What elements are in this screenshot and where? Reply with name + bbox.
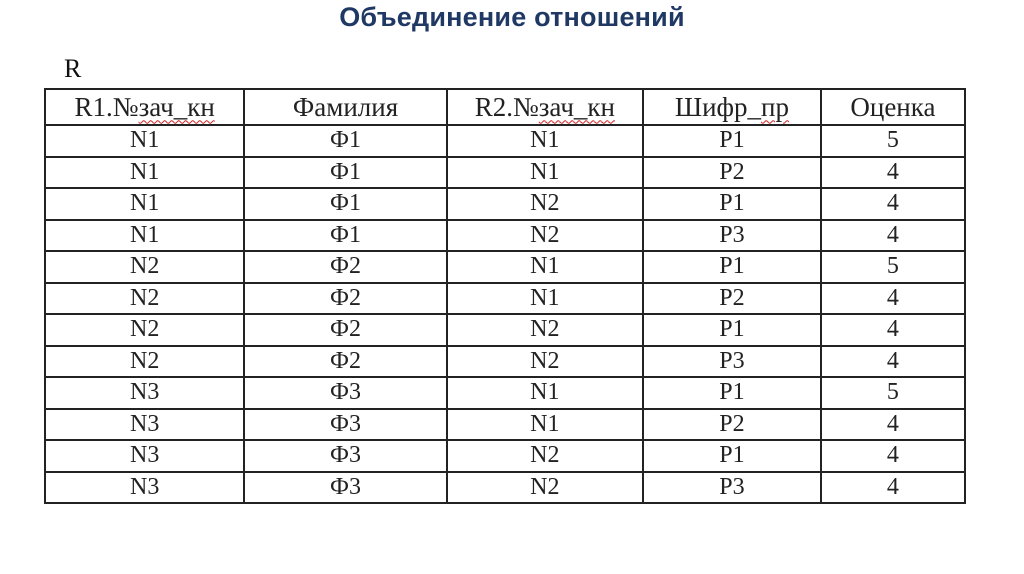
table-cell: 5 — [821, 251, 965, 283]
table-cell: N2 — [45, 283, 244, 315]
table-cell: Ф1 — [244, 220, 446, 252]
table-cell: N1 — [45, 125, 244, 157]
table-row — [45, 440, 965, 472]
table-cell: N1 — [447, 377, 643, 409]
table-header-row — [45, 89, 965, 125]
table-cell: Ф2 — [244, 251, 446, 283]
column-header-familiya: Фамилия — [244, 89, 446, 125]
table-cell: Ф1 — [244, 157, 446, 189]
table-cell: 4 — [821, 472, 965, 504]
table-cell: N2 — [447, 314, 643, 346]
spellcheck-underline: зач_кн — [538, 91, 615, 122]
column-header-shifr-pr: Шифр_пр — [643, 89, 821, 125]
table-cell: Ф3 — [244, 377, 446, 409]
table-cell: N1 — [447, 157, 643, 189]
column-header-otsenka: Оценка — [821, 89, 965, 125]
table-row — [45, 314, 965, 346]
column-header-r2-zach-kn: R2.№зач_кн — [447, 89, 643, 125]
table-cell: N2 — [45, 346, 244, 378]
table-cell: 5 — [821, 125, 965, 157]
table-cell: N1 — [45, 220, 244, 252]
table-row — [45, 283, 965, 315]
table-row — [45, 472, 965, 504]
table-cell: P3 — [643, 220, 821, 252]
table-cell: Ф1 — [244, 125, 446, 157]
table-cell: N3 — [45, 472, 244, 504]
table-row — [45, 188, 965, 220]
table-cell: 4 — [821, 409, 965, 441]
table-cell: 4 — [821, 283, 965, 315]
table-row — [45, 377, 965, 409]
table-cell: P3 — [643, 346, 821, 378]
table-cell: N2 — [45, 251, 244, 283]
table-cell: N2 — [447, 440, 643, 472]
table-cell: N1 — [447, 409, 643, 441]
table-cell: N1 — [45, 188, 244, 220]
relation-table — [44, 88, 966, 504]
spellcheck-underline: пр — [761, 91, 789, 122]
table-cell: P2 — [643, 157, 821, 189]
spellcheck-underline: зач_кн — [138, 91, 215, 122]
table-cell: N3 — [45, 440, 244, 472]
relation-label: R — [64, 54, 82, 83]
table-cell: Ф2 — [244, 283, 446, 315]
table-cell: 5 — [821, 377, 965, 409]
table-row — [45, 409, 965, 441]
table-cell: N3 — [45, 409, 244, 441]
table-cell: N3 — [45, 377, 244, 409]
table-cell: Ф3 — [244, 440, 446, 472]
table-cell: Ф2 — [244, 346, 446, 378]
table-cell: P2 — [643, 409, 821, 441]
table-cell: N2 — [447, 220, 643, 252]
table-row — [45, 346, 965, 378]
table-cell: 4 — [821, 314, 965, 346]
table-cell: P1 — [643, 125, 821, 157]
table-cell: N1 — [447, 251, 643, 283]
table-row — [45, 251, 965, 283]
column-header-r1-zach-kn: R1.№зач_кн — [45, 89, 244, 125]
table-cell: N1 — [45, 157, 244, 189]
table-cell: N1 — [447, 125, 643, 157]
table-cell: P2 — [643, 283, 821, 315]
table-cell: Ф3 — [244, 472, 446, 504]
table-cell: P1 — [643, 188, 821, 220]
table-cell: 4 — [821, 188, 965, 220]
table-cell: Ф3 — [244, 409, 446, 441]
table-cell: P1 — [643, 314, 821, 346]
table-cell: 4 — [821, 440, 965, 472]
table-cell: P3 — [643, 472, 821, 504]
table-cell: Ф2 — [244, 314, 446, 346]
table-cell: Ф1 — [244, 188, 446, 220]
table-cell: P1 — [643, 251, 821, 283]
table-cell: P1 — [643, 377, 821, 409]
table-cell: 4 — [821, 346, 965, 378]
table-cell: N2 — [45, 314, 244, 346]
table-cell: 4 — [821, 157, 965, 189]
table-cell: N1 — [447, 283, 643, 315]
slide-title: Объединение отношений — [339, 2, 685, 32]
table-cell: N2 — [447, 188, 643, 220]
table-cell: N2 — [447, 472, 643, 504]
table-cell: N2 — [447, 346, 643, 378]
table-cell: 4 — [821, 220, 965, 252]
table-cell: P1 — [643, 440, 821, 472]
table-row — [45, 125, 965, 157]
table-row — [45, 220, 965, 252]
table-row — [45, 157, 965, 189]
